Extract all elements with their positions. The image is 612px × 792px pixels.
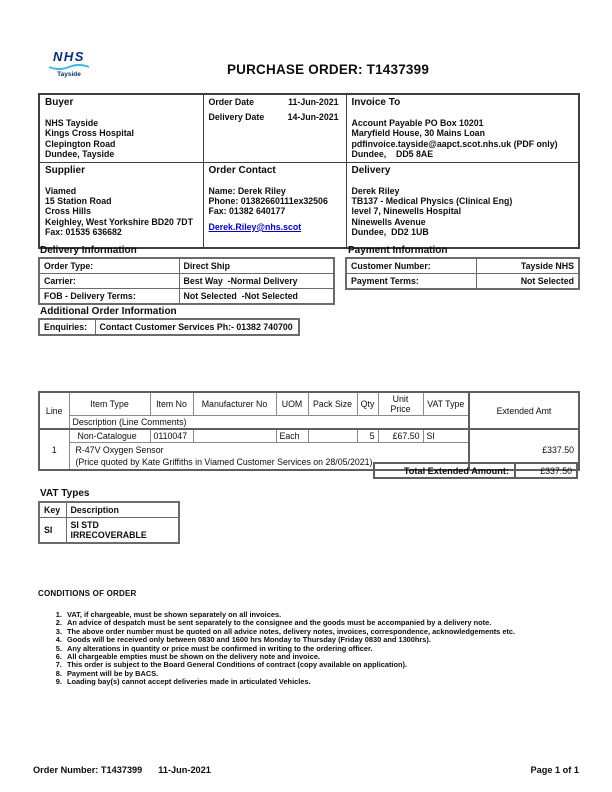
fob-terms-value: Not Selected -Not Selected	[179, 289, 334, 305]
vat-types-heading: VAT Types	[40, 488, 90, 499]
col-header-qty: Qty	[357, 392, 378, 416]
payment-information-heading: Payment Information	[348, 245, 448, 256]
col-header-item-no: Item No	[150, 392, 193, 416]
supplier-cell	[39, 162, 203, 248]
invoice-address-line: Dundee, DD5 8AE	[351, 149, 434, 160]
vat-description: SI STD IRRECOVERABLE	[66, 518, 179, 544]
page-footer	[33, 765, 579, 775]
vat-types-table	[38, 501, 180, 544]
logo-region-text: Tayside	[57, 71, 81, 78]
buyer-address-line: Kings Cross Hospital	[45, 128, 134, 139]
delivery-cell	[346, 162, 579, 248]
condition-item: 7. This order is subject to the Board General Conditions of contract (copy available on application).	[64, 661, 583, 669]
order-contact-cell	[203, 162, 346, 248]
table-row	[39, 429, 579, 443]
condition-item: 3. The above order number must be quoted on all advice notes, delivery notes, invoices, correspondence, acknowledgements etc.	[64, 628, 583, 636]
vat-key-header: Key	[39, 502, 66, 518]
buyer-heading: Buyer	[45, 97, 74, 108]
delivery-heading: Delivery	[351, 164, 391, 176]
item-type: Non-Catalogue	[69, 429, 150, 443]
vat-key: SI	[39, 518, 66, 544]
table-row	[346, 274, 579, 290]
col-header-unit-price: Unit Price	[378, 392, 423, 416]
payment-information-table	[345, 257, 580, 290]
contact-name: Name: Derek Riley	[208, 185, 286, 196]
pack-size	[308, 429, 357, 443]
condition-item: 5. Any alterations in quantity or price must be confirmed in writing to the ordering officer.	[64, 645, 583, 653]
invoice-to-cell	[346, 94, 579, 162]
col-header-pack-size: Pack Size	[308, 392, 357, 416]
table-row	[39, 289, 334, 305]
table-row	[39, 274, 334, 289]
condition-item: 4. Goods will be received only between 0830 and 1600 hrs Monday to Thursday (Friday 0830 and 1300hrs).	[64, 636, 583, 644]
payment-terms-label: Payment Terms:	[346, 274, 476, 290]
page-title: PURCHASE ORDER: T1437399	[226, 62, 430, 77]
delivery-date-value: 14-Jun-2021	[287, 112, 339, 122]
order-type-value: Direct Ship	[179, 258, 334, 274]
nhs-logo-text: NHS	[53, 49, 85, 64]
supplier-heading: Supplier	[45, 164, 86, 176]
item-comment: (Price quoted by Kate Griffiths in Viamed Customer Services on 28/05/2021)	[75, 457, 373, 467]
extended-amt: £337.50	[469, 429, 579, 470]
qty: 5	[357, 429, 378, 443]
delivery-date-label: Delivery Date	[208, 112, 265, 122]
vat-type: SI	[423, 429, 469, 443]
col-header-uom: UOM	[276, 392, 308, 416]
contact-fax: Fax: 01382 640177	[208, 206, 286, 217]
conditions-heading: CONDITIONS OF ORDER	[38, 589, 137, 598]
manufacturer-no	[193, 429, 276, 443]
order-date-value: 11-Jun-2021	[288, 97, 339, 107]
carrier-value: Best Way -Normal Delivery	[179, 274, 334, 289]
order-date-label: Order Date	[208, 97, 254, 107]
supplier-address-line: Keighley, West Yorkshire BD20 7DT	[45, 216, 193, 227]
vat-description-header: Description	[66, 502, 179, 518]
table-row	[39, 319, 299, 335]
uom: Each	[276, 429, 308, 443]
carrier-label: Carrier:	[39, 274, 179, 289]
conditions-of-order	[38, 589, 583, 687]
footer-date: 11-Jun-2021	[158, 765, 211, 775]
enquiries-value: Contact Customer Services Ph:- 01382 740700	[95, 319, 299, 335]
contact-email-link[interactable]: Derek.Riley@nhs.scot	[208, 221, 302, 232]
item-description: R-47V Oxygen Sensor	[75, 445, 164, 455]
item-no: 0110047	[150, 429, 193, 443]
total-extended-amount-value: £337.50	[514, 462, 578, 479]
buyer-address-line: Dundee, Tayside	[45, 149, 115, 160]
supplier-address-line: 15 Station Road	[45, 196, 112, 207]
condition-item: 9. Loading bay(s) cannot accept deliveries made in articulated Vehicles.	[64, 678, 583, 686]
conditions-list	[64, 611, 583, 687]
condition-item: 1. VAT, if chargeable, must be shown separately on all invoices.	[64, 611, 583, 619]
total-extended-amount-row	[373, 462, 578, 479]
supplier-address-line: Viamed	[45, 185, 77, 196]
additional-order-information-heading: Additional Order Information	[40, 306, 177, 317]
supplier-address-line: Cross Hills	[45, 206, 91, 217]
unit-price: £67.50	[378, 429, 423, 443]
condition-item: 8. Payment will be by BACS.	[64, 670, 583, 678]
enquiries-label: Enquiries:	[39, 319, 95, 335]
items-header-row	[39, 392, 579, 416]
delivery-information-heading: Delivery Information	[40, 245, 137, 256]
condition-item: 6. All chargeable empties must be shown on the delivery note and invoice.	[64, 653, 583, 661]
invoice-to-heading: Invoice To	[351, 97, 401, 108]
line-items-table	[38, 391, 580, 471]
supplier-fax-line: Fax: 01535 636682	[45, 227, 122, 238]
table-row	[346, 258, 579, 274]
additional-order-information-table	[38, 318, 300, 336]
line-number: 1	[39, 429, 69, 470]
col-header-extended-amt: Extended Amt	[469, 392, 579, 429]
col-header-line: Line	[39, 392, 69, 429]
invoice-address-line: Maryfield House, 30 Mains Loan	[351, 128, 485, 139]
customer-number-label: Customer Number:	[346, 258, 476, 274]
buyer-cell	[39, 94, 203, 162]
delivery-address-line: Ninewells Avenue	[351, 216, 426, 227]
contact-phone: Phone: 01382660111ex32506	[208, 196, 328, 207]
delivery-address-line: Derek Riley	[351, 185, 400, 196]
delivery-information-table	[38, 257, 335, 305]
fob-terms-label: FOB - Delivery Terms:	[39, 289, 179, 305]
condition-item: 2. An advice of despatch must be sent separately to the consignee and the goods must be accompanied by a delivery note.	[64, 619, 583, 627]
vat-header-row	[39, 502, 179, 518]
invoice-address-line: pdfinvoice.tayside@aapct.scot.nhs.uk (PDF only)	[351, 138, 558, 149]
delivery-address-line: Dundee, DD2 1UB	[351, 227, 429, 238]
buyer-address-line: Clepington Road	[45, 138, 116, 149]
col-header-item-type: Item Type	[69, 392, 150, 416]
order-header-table	[38, 93, 580, 249]
table-row	[39, 258, 334, 274]
order-contact-heading: Order Contact	[208, 164, 276, 176]
delivery-address-line: level 7, Ninewells Hospital	[351, 206, 462, 217]
footer-order-number: Order Number: T1437399	[33, 765, 143, 775]
col-header-manufacturer-no: Manufacturer No	[193, 392, 276, 416]
col-header-description: Description (Line Comments)	[69, 416, 469, 430]
footer-page-number: Page 1 of 1	[530, 765, 579, 775]
table-row	[39, 518, 179, 544]
total-extended-amount-label: Total Extended Amount:	[373, 462, 514, 479]
delivery-address-line: TB137 - Medical Physics (Clinical Eng)	[351, 196, 513, 207]
customer-number-value: Tayside NHS	[476, 258, 579, 274]
dates-cell	[203, 94, 346, 162]
payment-terms-value: Not Selected	[476, 274, 579, 290]
invoice-address-line: Account Payable PO Box 10201	[351, 118, 484, 128]
buyer-address-line: NHS Tayside	[45, 118, 99, 128]
order-type-label: Order Type:	[39, 258, 179, 274]
col-header-vat-type: VAT Type	[423, 392, 469, 416]
